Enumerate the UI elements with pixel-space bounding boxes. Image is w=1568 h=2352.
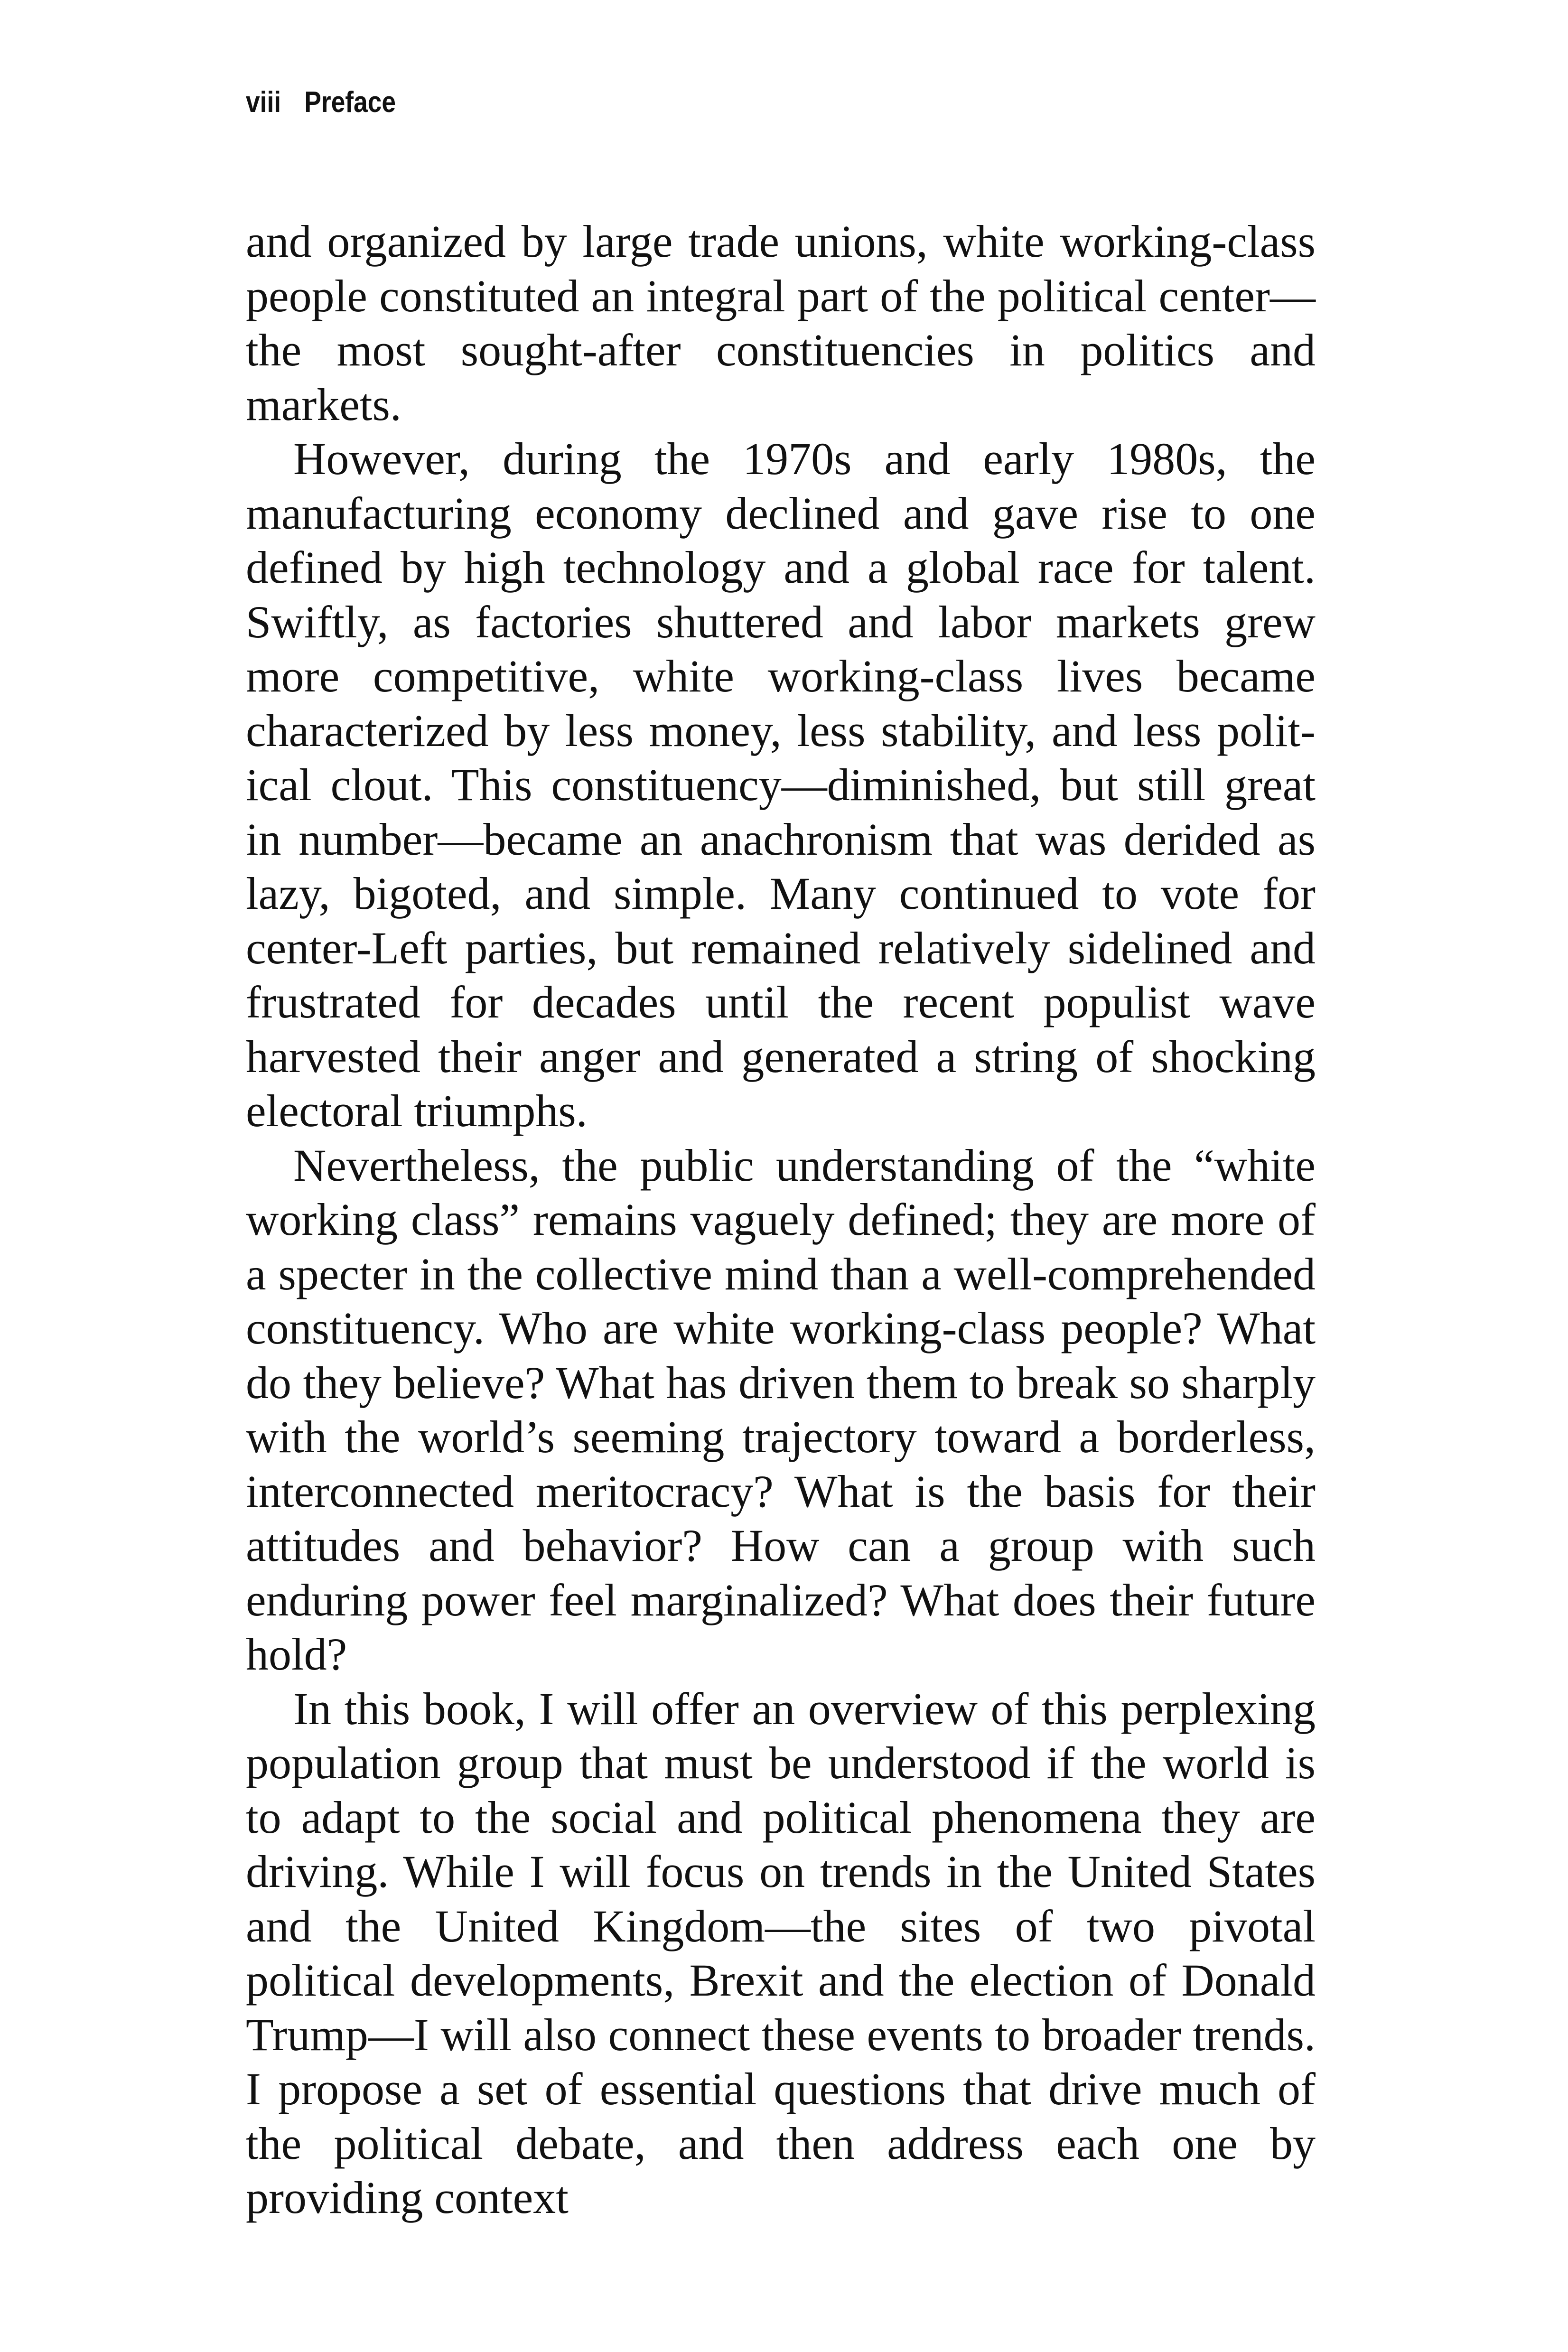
- paragraph: Nevertheless, the public understanding of the “white working class” remains vaguely defined; they are more of a specter in the collective mind than a well-comprehended constituency. Who are white working-class people? What do they believe? What has driven them to break so sharply with the world’s seeming trajectory toward a borderless, interconnected meritocracy? What is the basis for their attitudes and behavior? How can a group with such enduring power feel marginalized? What does their future hold?: [246, 1139, 1316, 1680]
- paragraph: In this book, I will offer an overview of this perplexing population group that must be understood if the world is to adapt to the social and political phenomena they are driving. While I will focus on trends in the United States and the United Kingdom—the sites of two pivotal political developments, Brexit and the election of Donald Trump—I will also connect these events to broader trends. I propose a set of essential questions that drive much of the political debate, and then address each one by providing context: [246, 1683, 1316, 2223]
- section-title: Preface: [304, 86, 396, 119]
- paragraph-continued: and organized by large trade unions, white working-class people constituted an integral part of the political center—the most sought-after constituencies in politics and markets.: [246, 216, 1316, 430]
- body-text: [246, 215, 1316, 2225]
- running-head: [246, 85, 396, 119]
- page-number: viii: [246, 86, 281, 119]
- paragraph: However, during the 1970s and early 1980s, the manufacturing economy declined and gave rise to one defined by high technology and a global race for talent. Swiftly, as factories shuttered and labor markets grew more competitive, white working-class lives became characterized by less money, less stability, and less political clout. This constituency—diminished, but still great in number—became an anachronism that was derided as lazy, bigoted, and simple. Many continued to vote for center-Left parties, but remained relatively sidelined and frustrated for decades until the recent populist wave harvested their anger and generated a string of shocking electoral triumphs.: [246, 433, 1316, 1136]
